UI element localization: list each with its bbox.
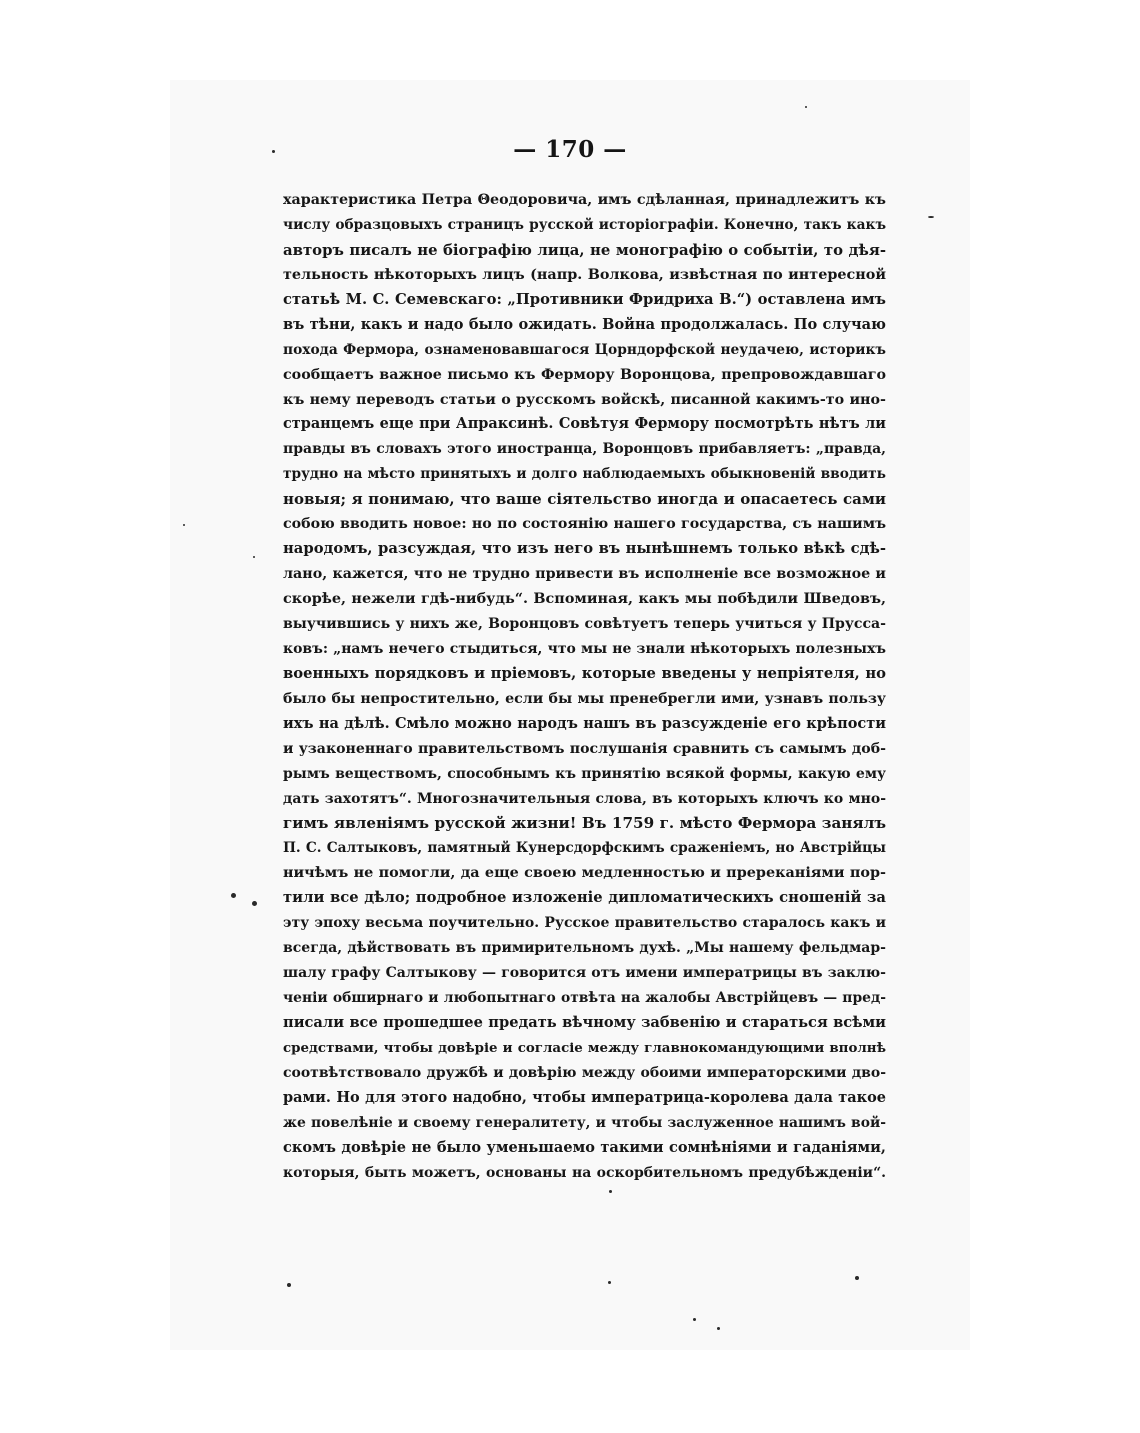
text-line: странцемъ еще при Апраксинѣ. Совѣтуя Фермору посмотрѣть нѣтъ ли (283, 415, 886, 433)
text-line: числу образцовыхъ страницъ русской исторіографіи. Конечно, такъ какъ (283, 216, 886, 233)
text-line: скорѣе, нежели гдѣ-нибудь“. Вспоминая, какъ мы побѣдили Шведовъ, (283, 590, 886, 607)
text-line: въ тѣни, какъ и надо было ожидать. Война продолжалась. По случаю (283, 315, 886, 333)
text-line: которыя, быть можетъ, основаны на оскорбительномъ предубѣжденіи“. (283, 1164, 886, 1181)
scan-speck (183, 524, 185, 526)
text-line: дать захотятъ“. Многозначительныя слова, въ которыхъ ключъ ко мно- (283, 790, 886, 807)
scan-speck (855, 1276, 859, 1280)
text-line: статьѣ М. С. Семевскаго: „Противники Фридриха В.“) оставлена имъ (283, 290, 886, 308)
scan-speck (609, 1190, 612, 1193)
text-line: эту эпоху весьма поучительно. Русское правительство старалось какъ и (283, 915, 886, 932)
page-number: — 170 — (513, 136, 627, 163)
text-line: средствами, чтобы довѣріе и согласіе между главнокомандующими вполнѣ (283, 1039, 886, 1056)
scan-speck (287, 1283, 291, 1287)
scan-speck (253, 556, 255, 558)
text-line: шалу графу Салтыкову — говорится отъ имени императрицы въ заклю- (283, 965, 886, 982)
scan-speck (805, 106, 807, 108)
text-line: писали все прошедшее предать вѣчному забвенію и стараться всѣми (283, 1013, 886, 1031)
scan-speck (231, 893, 236, 898)
scan-speck (928, 216, 934, 218)
text-line: тили все дѣло; подробное изложеніе дипломатическихъ сношеній за (283, 889, 886, 907)
text-line: военныхъ порядковъ и пріемовъ, которые введены у непріятеля, но (283, 664, 886, 682)
text-line: ченіи обширнаго и любопытнаго отвѣта на жалобы Австрійцевъ — пред- (283, 990, 886, 1006)
text-line: выучившись у нихъ же, Воронцовъ совѣтуетъ теперь учиться у Прусса- (283, 615, 886, 632)
text-line: соотвѣтствовало дружбѣ и довѣрію между обоими императорскими дво- (283, 1064, 886, 1081)
text-line: сообщаетъ важное письмо къ Фермору Воронцова, препровождавшаго (283, 366, 886, 383)
text-line: ковъ: „намъ нечего стыдиться, что мы не знали нѣкоторыхъ полезныхъ (283, 640, 886, 657)
text-line: рымъ веществомъ, способнымъ къ принятію всякой формы, какую ему (283, 765, 886, 782)
text-line: ничѣмъ не помогли, да еще своею медленностью и пререканіями пор- (283, 864, 886, 882)
scan-speck (608, 1281, 611, 1284)
text-line: и узаконеннаго правительствомъ послушанія сравнить съ самымъ доб- (283, 740, 886, 757)
text-line: же повелѣніе и своему генералитету, и чтобы заслуженное нашимъ вой- (283, 1114, 886, 1131)
text-line: всегда, дѣйствовать въ примирительномъ духѣ. „Мы нашему фельдмар- (283, 940, 886, 957)
text-line: тельность нѣкоторыхъ лицъ (напр. Волкова, извѣстная по интересной (283, 266, 886, 283)
text-line: авторъ писалъ не біографію лица, не монографію о событіи, то дѣя- (283, 240, 886, 259)
text-line: народомъ, разсуждая, что изъ него въ нынѣшнемъ только вѣкѣ сдѣ- (283, 540, 886, 558)
text-line: собою вводить новое: но по состоянію нашего государства, съ нашимъ (283, 516, 886, 533)
text-line: П. С. Салтыковъ, памятный Кунерсдорфскимъ сраженіемъ, но Австрійцы (283, 840, 886, 857)
text-line: новыя; я понимаю, что ваше сіятельство иногда и опасаетесь сами (283, 490, 886, 509)
scan-speck (717, 1327, 720, 1330)
text-line: характеристика Петра Θеодоровича, имъ сдѣланная, принадлежитъ къ (283, 192, 886, 208)
text-line: гимъ явленіямъ русской жизни! Въ 1759 г. мѣсто Фермора занялъ (283, 814, 886, 833)
scan-speck (272, 150, 275, 153)
text-line: трудно на мѣсто принятыхъ и долго наблюдаемыхъ обыкновеній вводить (283, 466, 886, 483)
text-line: было бы непростительно, если бы мы пренебрегли ими, узнавъ пользу (283, 690, 886, 707)
text-line: похода Фермора, ознаменовавшагося Цорндорфской неудачею, историкъ (283, 341, 886, 358)
text-line: ихъ на дѣлѣ. Смѣло можно народъ нашъ въ разсужденіе его крѣпости (283, 714, 886, 732)
scan-speck (252, 901, 257, 906)
text-line: къ нему переводъ статьи о русскомъ войскѣ, писанной какимъ-то ино- (283, 391, 886, 408)
text-line: лано, кажется, что не трудно привести въ исполненіе все возможное и (283, 566, 886, 583)
text-line: правды въ словахъ этого иностранца, Воронцовъ прибавляетъ: „правда, (283, 441, 886, 458)
scan-speck (693, 1318, 696, 1321)
text-line: скомъ довѣріе не было уменьшаемо такими сомнѣніями и гаданіями, (283, 1138, 886, 1156)
body-text (283, 188, 886, 1186)
text-line: рами. Но для этого надобно, чтобы императрица-королева дала такое (283, 1088, 886, 1106)
